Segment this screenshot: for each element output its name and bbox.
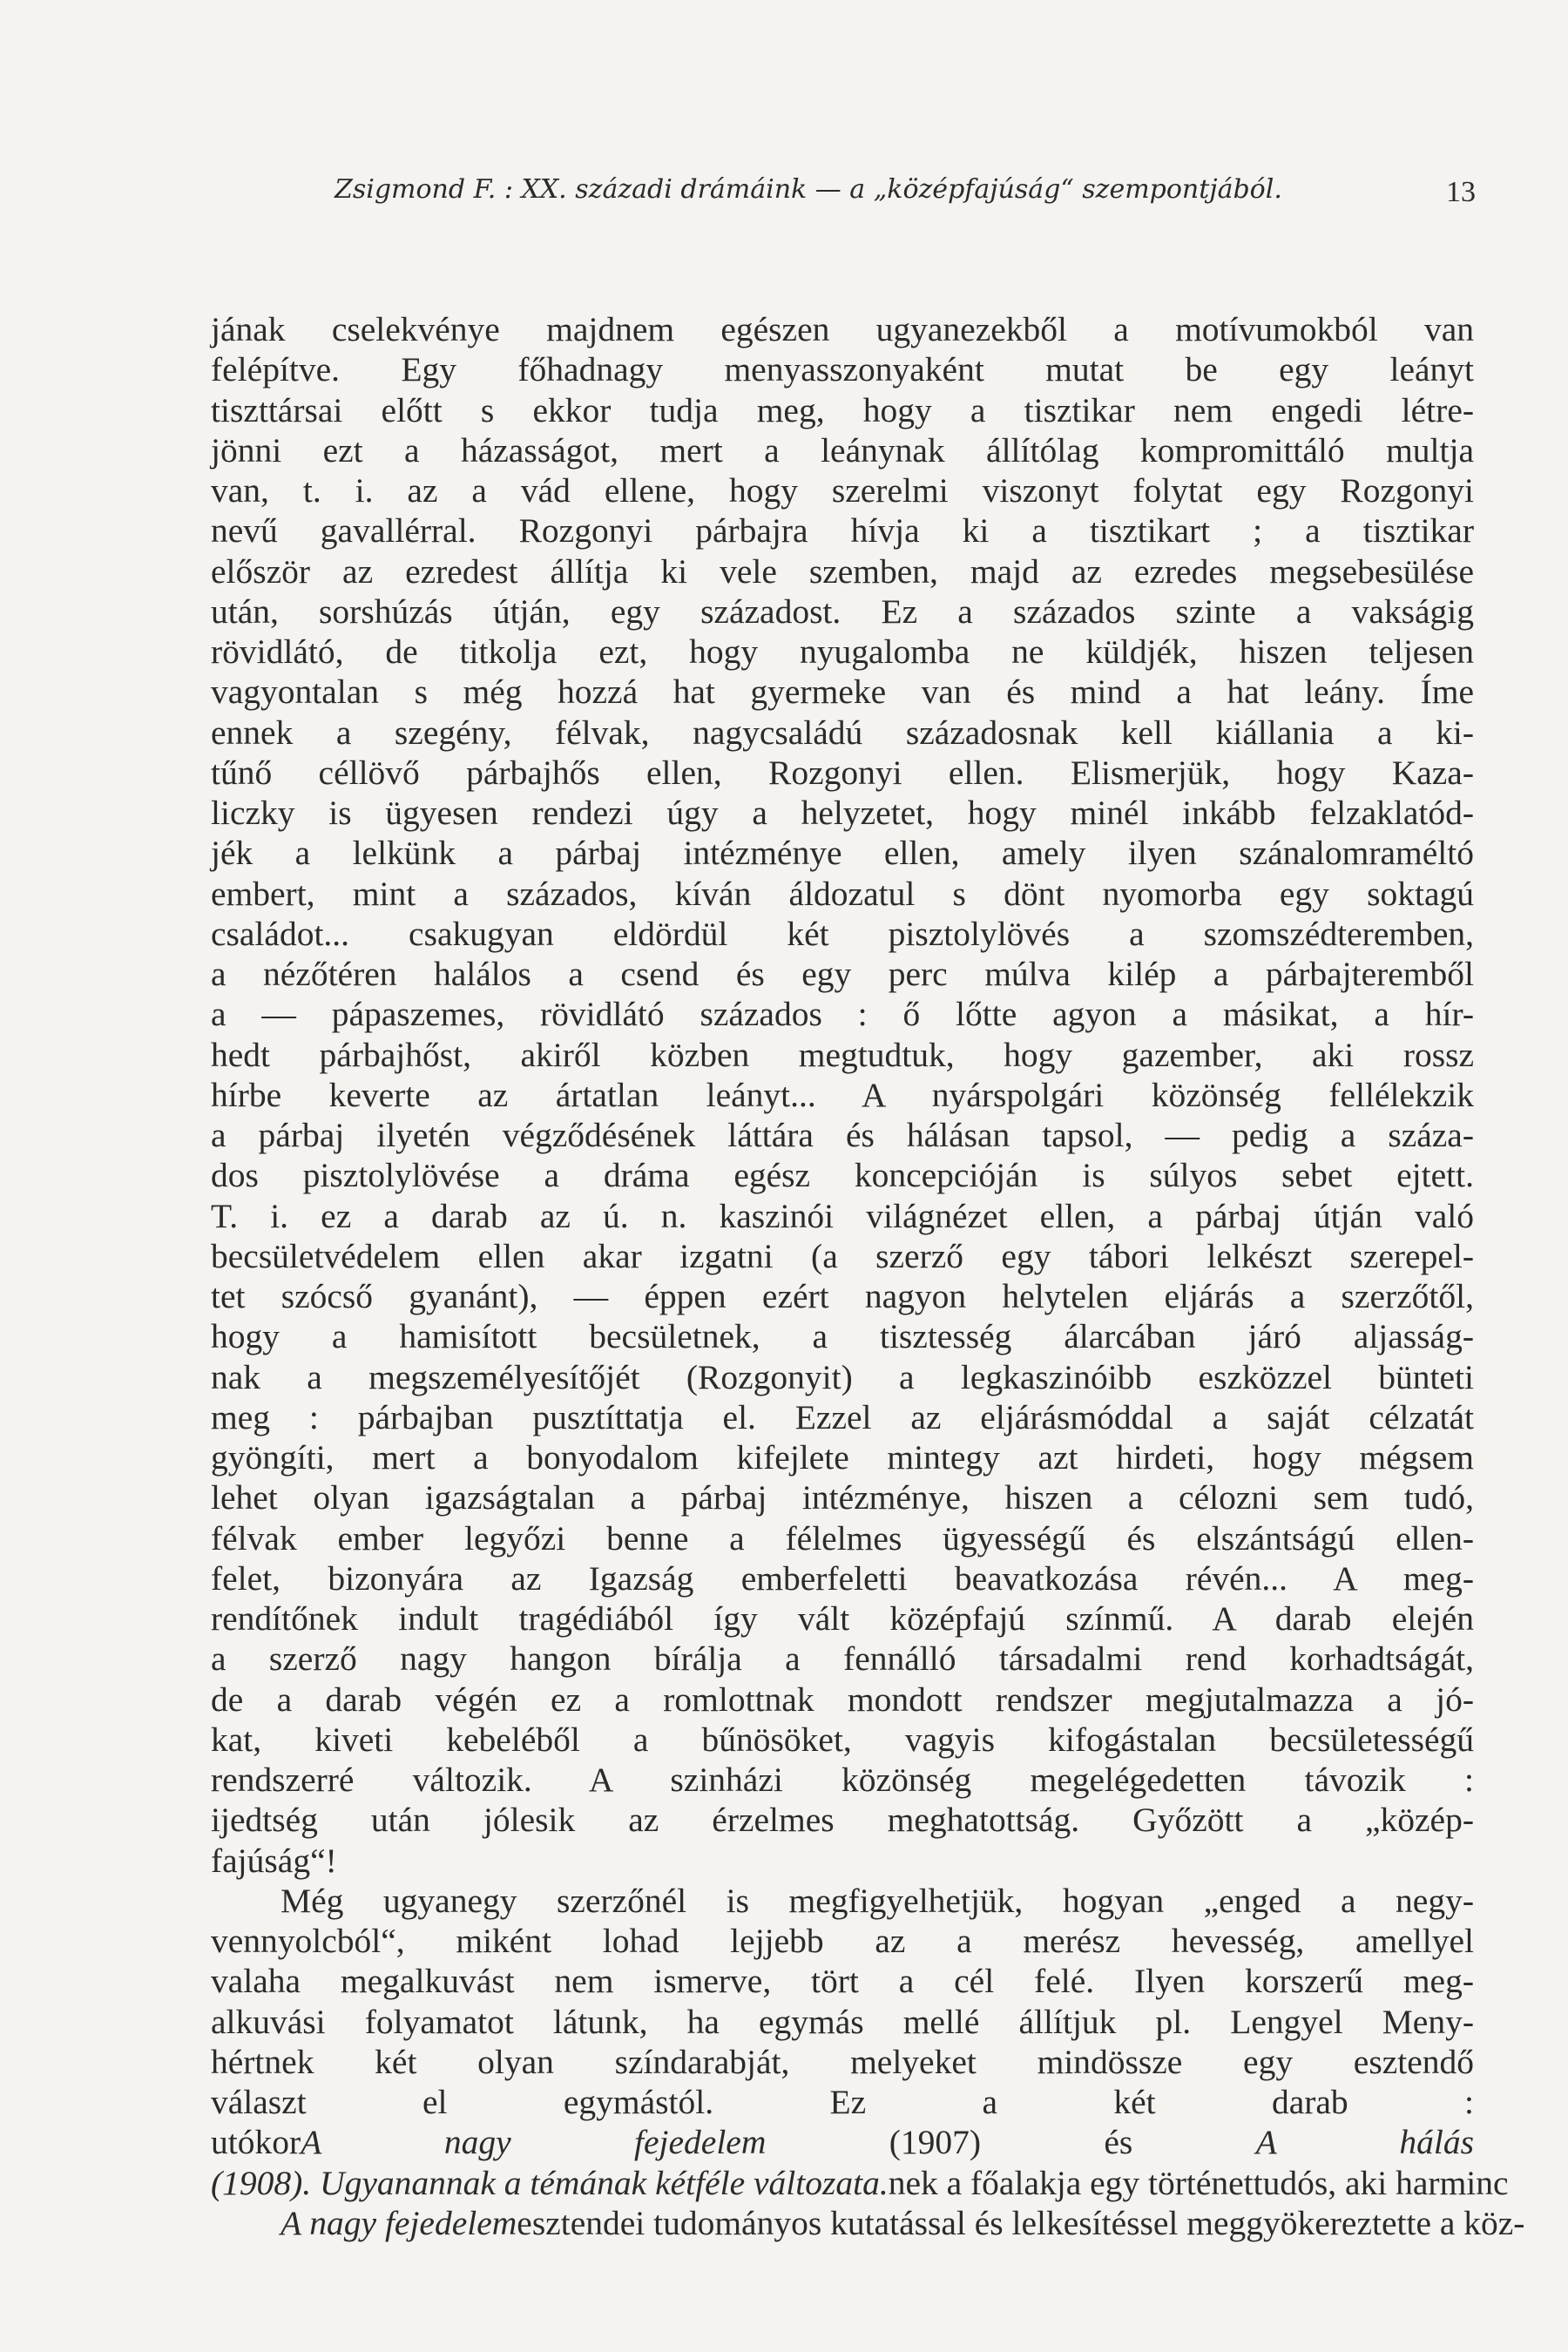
text-line: után, sorshúzás útján, egy századost. Ez a százados szinte a vakságig	[211, 591, 1474, 631]
text-segment: nek a főalakja egy történettudós, aki harminc	[888, 2163, 1509, 2202]
text-line: hogy a hamisított becsületnek, a tisztesség álarcában járó aljasság-	[211, 1317, 1474, 1356]
text-line: a szerző nagy hangon bírálja a fennálló társadalmi rend korhadtságát,	[211, 1639, 1474, 1679]
text-line: vagyontalan s még hozzá hat gyermeke van és mind a hat leány. Íme	[211, 672, 1474, 712]
text-line: jönni ezt a házasságot, mert a leánynak állítólag kompromittáló multja	[211, 430, 1474, 470]
text-line: gyöngíti, mert a bonyodalom kifejlete mintegy azt hirdeti, hogy mégsem	[211, 1438, 1474, 1477]
play-title: A nagy fejedelem	[301, 2123, 767, 2162]
text-line: tűnő céllövő párbajhős ellen, Rozgonyi ellen. Elismerjük, hogy Kaza-	[211, 753, 1474, 792]
text-segment: (1907) és	[766, 2123, 1256, 2162]
text-line: tet szócső gyanánt), — éppen ezért nagyon helytelen eljárás a szerzőtől,	[211, 1277, 1474, 1315]
text-line: először az ezredest állítja ki vele szemben, majd az ezredes megsebesülése	[211, 551, 1474, 591]
text-line: családot... csakugyan eldördül két pisztolylövés a szomszédteremben,	[211, 914, 1474, 953]
text-line: becsületvédelem ellen akar izgatni (a szerző egy tábori lelkészt szerepel-	[211, 1236, 1474, 1275]
text-line: embert, mint a százados, kíván áldozatul s dönt nyomorba egy soktagú	[211, 874, 1474, 913]
text-line: dos pisztolylövése a dráma egész koncepcióján is súlyos sebet ejtett.	[211, 1156, 1474, 1195]
text-line: hedt párbajhőst, akiről közben megtudtuk, hogy gazember, aki rossz	[211, 1035, 1474, 1074]
text-line: van, t. i. az a vád ellene, hogy szerelmi viszonyt folytat egy Rozgonyi	[211, 471, 1474, 510]
text-line: fajúság“!	[211, 1841, 337, 1880]
text-line: felépítve. Egy főhadnagy menyasszonyaként mutat be egy leányt	[211, 350, 1474, 389]
text-line: a párbaj ilyetén végződésének láttára és hálásan tapsol, — pedig a száza-	[211, 1116, 1474, 1154]
text-line: hértnek két olyan színdarabját, melyeket mindössze egy esztendő	[211, 2042, 1474, 2081]
text-line-with-titles	[211, 2122, 1474, 2162]
play-title: A hálás	[1255, 2123, 1475, 2162]
text-line: de a darab végén ez a romlottnak mondott rendszer megjutalmazza a jó-	[211, 1680, 1474, 1719]
text-line-with-title	[211, 2203, 1525, 2243]
text-line: liczky is ügyesen rendezi úgy a helyzetet, hogy minél inkább felzaklatód-	[211, 794, 1474, 832]
text-segment: utókor	[211, 2123, 301, 2162]
text-line: alkuvási folyamatot látunk, ha egymás mellé állítjuk pl. Lengyel Meny-	[211, 2002, 1474, 2041]
text-line: vennyolcból“, miként lohad lejjebb az a merész hevesség, amellyel	[211, 1922, 1474, 1960]
page-number: 13	[1446, 176, 1476, 208]
text-line-with-title	[211, 2163, 1509, 2203]
text-line: lehet olyan igazságtalan a párbaj intézménye, hiszen a célozni sem tudó,	[211, 1478, 1474, 1517]
text-line: jék a lelkünk a párbaj intézménye ellen, amely ilyen szánalomraméltó	[211, 834, 1474, 873]
text-line: felet, bizonyára az Igazság emberfeletti beavatkozása révén... A meg-	[211, 1558, 1474, 1598]
text-line: félvak ember legyőzi benne a félelmes ügyességű és elszántságú ellen-	[211, 1518, 1474, 1558]
text-line: a — pápaszemes, rövidlátó százados : ő lőtte agyon a másikat, a hír-	[211, 995, 1474, 1034]
text-line: ennek a szegény, félvak, nagycsaládú századosnak kell kiállania a ki-	[211, 713, 1474, 752]
body-text	[211, 309, 1525, 2283]
play-title: (1908). Ugyanannak a témának kétféle változata.	[211, 2163, 889, 2202]
text-line	[211, 2243, 1474, 2283]
text-line: Még ugyanegy szerzőnél is megfigyelhetjük, hogyan „enged a negy-	[280, 1881, 1474, 1920]
text-line: rendítőnek indult tragédiából így vált középfajú színmű. A darab elején	[211, 1599, 1474, 1638]
text-line: T. i. ez a darab az ú. n. kaszinói világnézet ellen, a párbaj útján való	[211, 1196, 1474, 1235]
text-line: hírbe keverte az ártatlan leányt... A nyárspolgári közönség fellélekzik	[211, 1075, 1474, 1114]
text-line: rendszerré változik. A szinházi közönség megelégedetten távozik :	[211, 1761, 1474, 1799]
running-head	[335, 174, 1476, 226]
text-line: ijedtség után jólesik az érzelmes meghatottság. Győzött a „közép-	[211, 1801, 1474, 1840]
text-line: valaha megalkuvást nem ismerve, tört a cél felé. Ilyen korszerű meg-	[211, 1962, 1474, 2001]
text-line: nak a megszemélyesítőjét (Rozgonyit) a legkaszinóibb eszközzel bünteti	[211, 1357, 1474, 1396]
text-segment: esztendei tudományos kutatással és lelkesítéssel meggyökereztette a köz-	[517, 2203, 1525, 2242]
text-line: tiszttársai előtt s ekkor tudja meg, hogy a tisztikar nem engedi létre-	[211, 390, 1474, 429]
text-line: rövidlátó, de titkolja ezt, hogy nyugalomba ne küldjék, hiszen teljesen	[211, 632, 1474, 671]
running-head-title: Zsigmond F. : XX. századi drámáink — a „középfajúság“ szempontjából.	[335, 174, 1282, 205]
text-line: nevű gavallérral. Rozgonyi párbajra hívja ki a tisztikart ; a tisztikar	[211, 511, 1474, 551]
play-title: A nagy fejedelem	[280, 2203, 517, 2242]
text-line: meg : párbajban pusztíttatja el. Ezzel az eljárásmóddal a saját célzatát	[211, 1397, 1474, 1436]
text-line: jának cselekvénye majdnem egészen ugyanezekből a motívumokból van	[211, 310, 1474, 348]
text-line: a nézőtéren halálos a csend és egy perc múlva kilép a párbajteremből	[211, 955, 1474, 993]
text-line: kat, kiveti kebeléből a bűnösöket, vagyis kifogástalan becsületességű	[211, 1720, 1474, 1759]
text-line: választ el egymástól. Ez a két darab :	[211, 2083, 1474, 2121]
